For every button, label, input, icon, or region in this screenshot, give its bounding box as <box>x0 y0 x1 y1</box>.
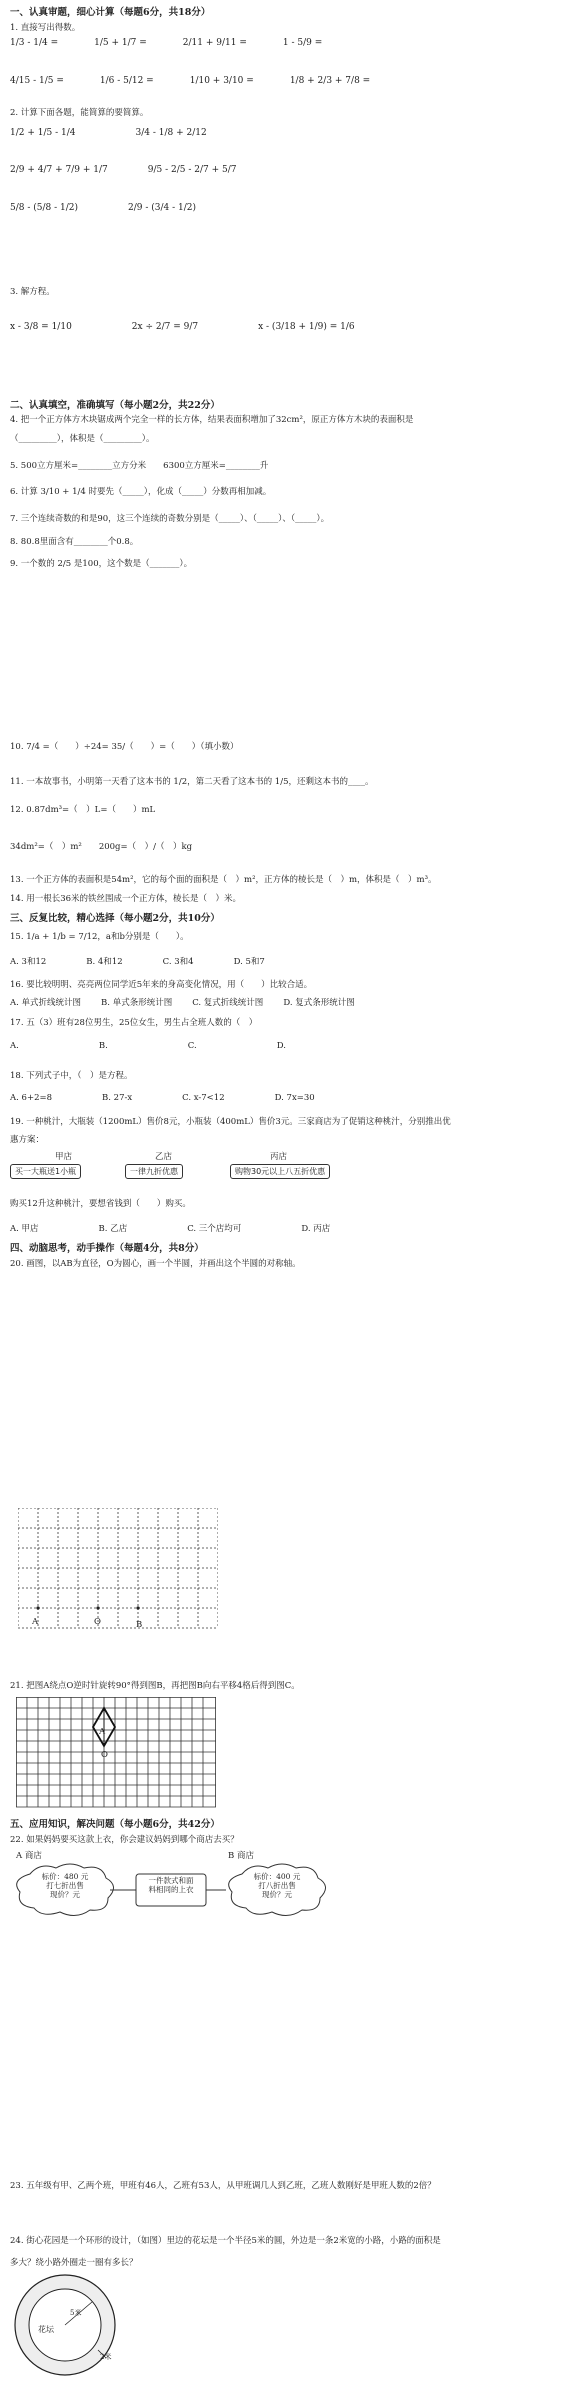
store-a-label: A 商店 <box>16 1851 42 1861</box>
q19-options <box>10 1222 330 1234</box>
q9-text: 9. 一个数的 2/5 是100，这个数是（_______）。 <box>10 559 193 569</box>
dotted-grid-q20 <box>18 1508 218 1630</box>
option: C. x-7<12 <box>182 1093 225 1103</box>
q5-text: 5. 500立方厘米=________立方分米 6300立方厘米=________升 <box>10 461 269 471</box>
point-o-dot <box>96 1606 99 1609</box>
section2-heading: 二、认真填空，准确填写（每小题2分，共22分） <box>10 400 220 411</box>
q1-item: 1/6 - 5/12 = <box>99 76 154 86</box>
q11-text: 11. 一本故事书，小明第一天看了这本书的 1/2，第二天看了这本书的 1/5，还剩这本书的____。 <box>10 777 374 787</box>
shop-deal-box: 一律九折优惠 <box>125 1164 183 1179</box>
point-o-label: O <box>94 1617 101 1627</box>
square-grid-q21 <box>16 1697 216 1808</box>
q16-options <box>10 996 355 1008</box>
option: D. 丙店 <box>301 1224 331 1234</box>
shop-offers <box>10 1150 470 1186</box>
q2-item: 9/5 - 2/5 - 2/7 + 5/7 <box>147 165 237 175</box>
q17-options <box>10 1041 286 1051</box>
q19-text: 19. 一种桃汁，大瓶装（1200mL）售价8元，小瓶装（400mL）售价3元。三家商店为了促销这种桃汁，分别推出优 <box>10 1117 451 1127</box>
q1-item: 1/8 + 2/3 + 7/8 = <box>289 76 371 86</box>
option: B. <box>98 1041 108 1051</box>
option: A. <box>10 1041 19 1051</box>
point-b-label: B <box>136 1620 143 1630</box>
point-a-label: A <box>32 1617 39 1627</box>
q22-text: 22. 如果妈妈要买这款上衣，你会建议妈妈到哪个商店去买？ <box>10 1835 239 1845</box>
q1-item: 1/3 - 1/4 = <box>10 38 59 48</box>
store-b-label: B 商店 <box>228 1851 254 1861</box>
cloud-b-text: 标价：400 元 打八折出售 现价？元 <box>253 1872 301 1899</box>
q16-text: 16. 要比较明明、亮亮两位同学近5年来的身高变化情况，用（ ）比较合适。 <box>10 980 313 990</box>
q2-row1 <box>10 128 207 138</box>
shop-name: 甲店 <box>55 1152 73 1162</box>
q7-text: 7. 三个连续奇数的和是90，这三个连续的奇数分别是（_____）、（_____）、（_____）。 <box>10 514 330 524</box>
q4-text: 4. 把一个正方体方木块锯成两个完全一样的长方体，结果表面积增加了32cm²，原正方体方木块的表面积是 <box>10 415 414 425</box>
option: D. 5和7 <box>233 957 265 967</box>
q17-text: 17. 五（3）班有28位男生，25位女生，男生占全班人数的（ ） <box>10 1018 258 1028</box>
q14-text: 14. 用一根长36米的铁丝围成一个正方体，棱长是（ ）米。 <box>10 894 242 904</box>
shop-deal-box: 购物30元以上八五折优惠 <box>230 1164 330 1179</box>
option: C. <box>187 1041 197 1051</box>
q3-row <box>10 322 355 332</box>
option: C. 复式折线统计图 <box>192 998 264 1008</box>
option: A. 单式折线统计图 <box>10 998 82 1008</box>
option: D. 7x=30 <box>274 1093 315 1103</box>
q3-equation: x - (3/18 + 1/9) = 1/6 <box>258 322 355 332</box>
q2-row2 <box>10 165 236 175</box>
q12-text: 12. 0.87dm³=（ ）L=（ ）mL <box>10 805 156 815</box>
q1-item: 2/11 + 9/11 = <box>182 38 247 48</box>
option: D. 复式条形统计图 <box>283 998 355 1008</box>
q2-row3 <box>10 203 196 213</box>
point-b-dot <box>136 1606 139 1609</box>
point-o-label: O <box>101 1750 108 1760</box>
q15-text: 15. 1/a + 1/b = 7/12，a和b分别是（ ）。 <box>10 932 189 942</box>
ring-radius-label: 5米 <box>70 2309 82 2317</box>
q23-text: 23. 五年级有甲、乙两个班，甲班有46人，乙班有53人，从甲班调几人到乙班，乙班人数刚好是甲班人数的2倍？ <box>10 2181 436 2191</box>
shop-deal-box: 买一大瓶送1小瓶 <box>10 1164 81 1179</box>
option: A. 6+2=8 <box>10 1093 53 1103</box>
q15-options <box>10 955 265 967</box>
option: C. 三个店均可 <box>187 1224 242 1234</box>
shop-name: 丙店 <box>270 1152 288 1162</box>
q20-text: 20. 画图，以AB为直径，O为圆心，画一个半圆，并画出这个半圆的对称轴。 <box>10 1259 301 1269</box>
q18-options <box>10 1093 315 1103</box>
section5-heading: 五、应用知识，解决问题（每小题6分，共42分） <box>10 1819 220 1830</box>
ring-inner-label: 花坛 <box>38 2325 54 2334</box>
q24-text: 24. 街心花园是一个环形的设计，（如图）里边的花坛是一个半径5米的圆，外边是一条2米宽的小路，小路的面积是 <box>10 2236 441 2246</box>
option: B. 单式条形统计图 <box>101 998 173 1008</box>
q1-item: 1 - 5/9 = <box>282 38 323 48</box>
q3-equation: x - 3/8 = 1/10 <box>10 322 72 332</box>
q19-question: 购买12升这种桃汁，要想省钱到（ ）购买。 <box>10 1199 191 1209</box>
ring-garden-diagram <box>10 2270 120 2380</box>
q2-prompt: 2. 计算下面各题，能简算的要简算。 <box>10 108 149 118</box>
q1-row2 <box>10 76 370 86</box>
q18-text: 18. 下列式子中，（ ）是方程。 <box>10 1071 133 1081</box>
option: B. 27-x <box>102 1093 133 1103</box>
q1-item: 1/5 + 1/7 = <box>94 38 147 48</box>
q2-item: 2/9 - (3/4 - 1/2) <box>128 203 197 213</box>
option: B. 4和12 <box>86 957 123 967</box>
item-box-text: 一件款式和面 料相同的上衣 <box>148 1876 194 1894</box>
option: A. 甲店 <box>10 1224 39 1234</box>
cloud-a-text: 标价：480 元 打七折出售 现价？元 <box>41 1872 89 1899</box>
point-a-dot <box>36 1606 39 1609</box>
shape-a-label: A <box>99 1727 106 1737</box>
option: C. 3和4 <box>162 957 194 967</box>
option: D. <box>276 1041 286 1051</box>
ring-width-label: 2米 <box>100 2353 112 2361</box>
q3-equation: 2x ÷ 2/7 = 9/7 <box>131 322 199 332</box>
q1-item: 1/10 + 3/10 = <box>189 76 254 86</box>
q2-item: 1/2 + 1/5 - 1/4 <box>10 128 76 138</box>
section3-heading: 三、反复比较，精心选择（每小题2分，共10分） <box>10 913 220 924</box>
q8-text: 8. 80.8里面含有________个0.8。 <box>10 537 139 547</box>
option: A. 3和12 <box>10 957 47 967</box>
q1-prompt: 1. 直接写出得数。 <box>10 23 81 33</box>
q19-text-cont: 惠方案： <box>10 1135 45 1145</box>
q3-prompt: 3. 解方程。 <box>10 287 55 297</box>
q13-text: 13. 一个正方体的表面积是54m²，它的每个面的面积是（ ）m²，正方体的棱长是（ ）m，体积是（ ）m³。 <box>10 875 437 885</box>
q2-item: 3/4 - 1/8 + 2/12 <box>135 128 207 138</box>
q12b-text: 34dm²=（ ）m² 200g=（ ）/（ ）kg <box>10 842 193 852</box>
q1-item: 4/15 - 1/5 = <box>10 76 64 86</box>
q10-text: 10. 7/4 =（ ）÷24= 35/（ ）=（ ）（填小数） <box>10 742 239 752</box>
option: B. 乙店 <box>98 1224 128 1234</box>
q21-text: 21. 把图A绕点O逆时针旋转90°得到图B，再把图B向右平移4格后得到图C。 <box>10 1681 300 1691</box>
q2-item: 5/8 - (5/8 - 1/2) <box>10 203 79 213</box>
q2-item: 2/9 + 4/7 + 7/9 + 1/7 <box>10 165 108 175</box>
q6-text: 6. 计算 3/10 + 1/4 时要先（_____），化成（_____）分数再相加减。 <box>10 487 272 497</box>
q24-text-cont: 多大？绕小路外圈走一圈有多长？ <box>10 2258 138 2268</box>
q4-text-cont: （_________），体积是（_________）。 <box>10 434 155 444</box>
section1-heading: 一、认真审题，细心计算（每题6分，共18分） <box>10 7 211 18</box>
section4-heading: 四、动脑思考，动手操作（每题4分，共8分） <box>10 1243 204 1254</box>
q1-row1 <box>10 38 322 48</box>
shop-name: 乙店 <box>155 1152 173 1162</box>
